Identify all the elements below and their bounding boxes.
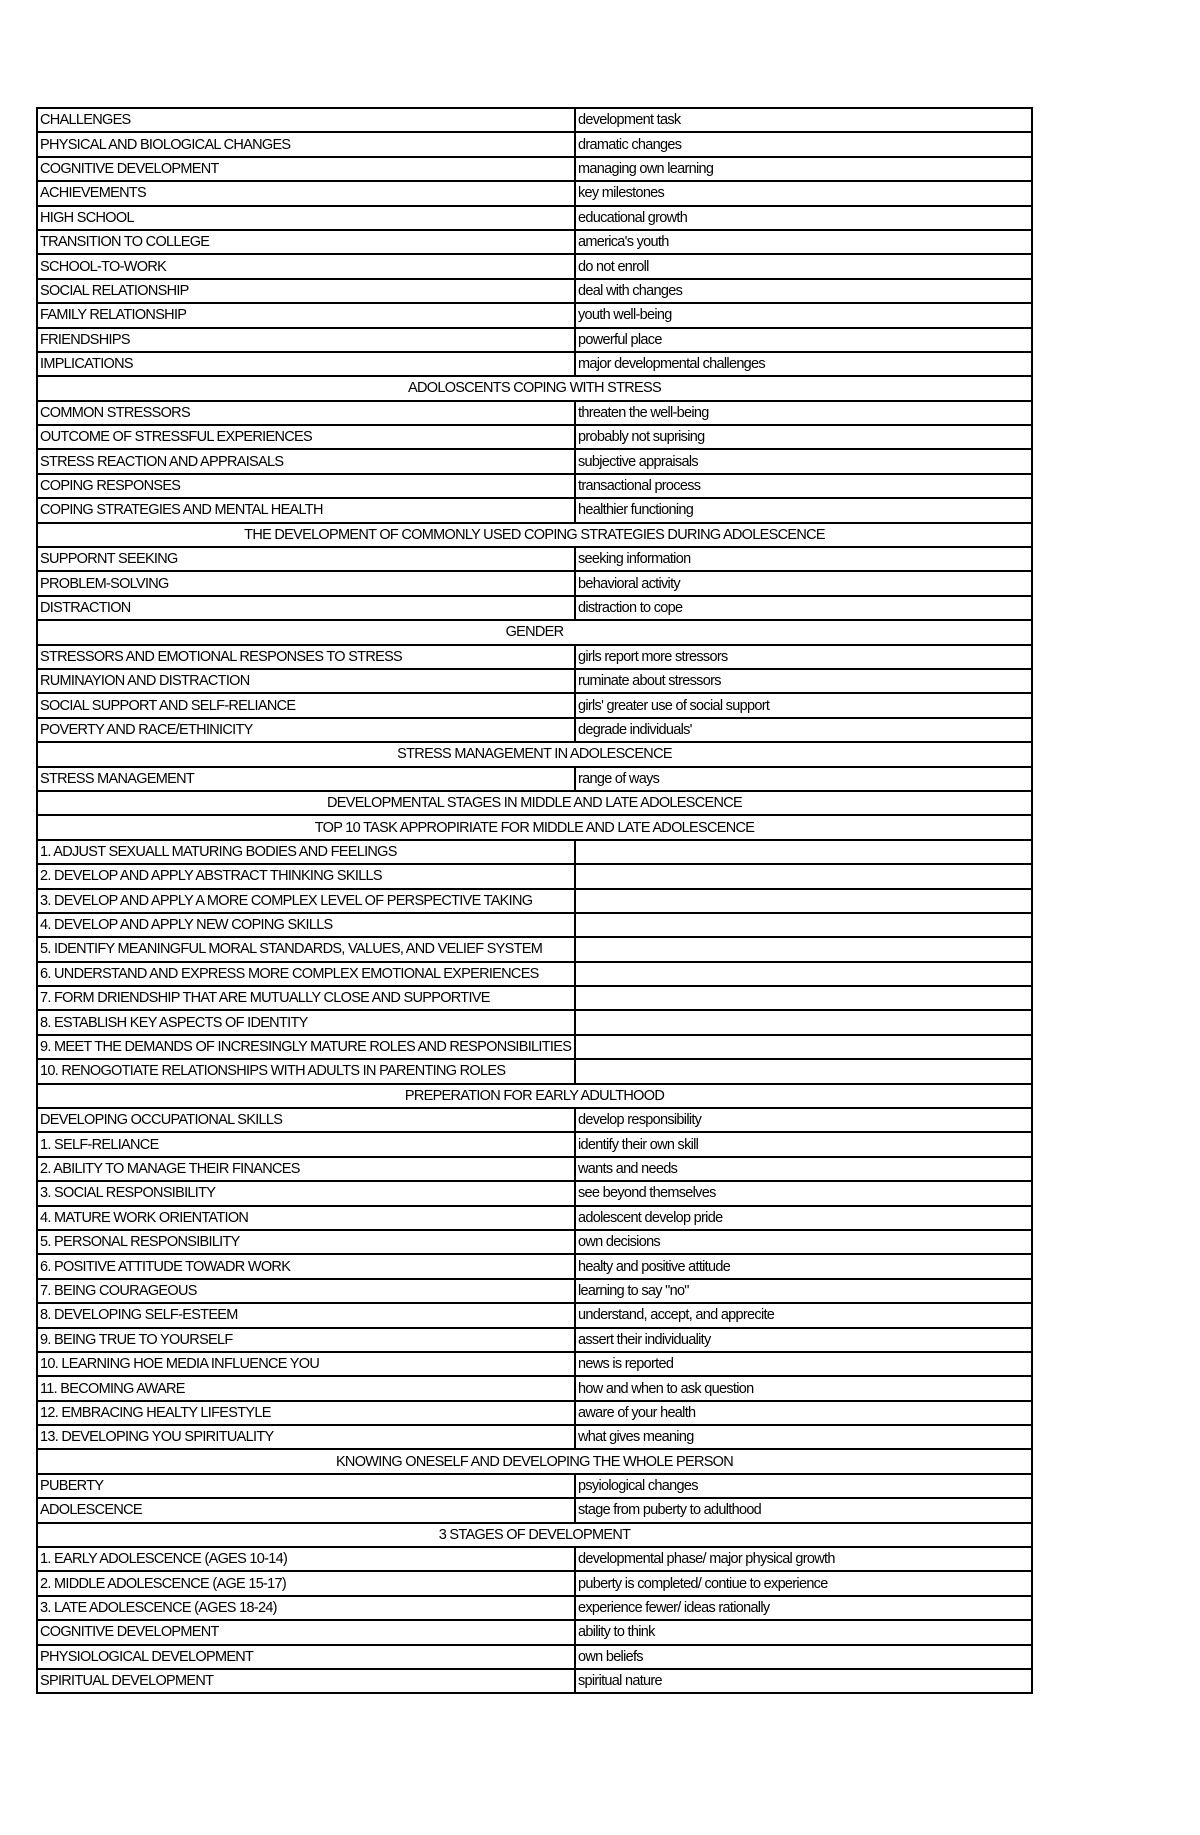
topic-cell[interactable]: SCHOOL-TO-WORK	[37, 254, 575, 278]
keyword-cell[interactable]: managing own learning	[575, 157, 1032, 181]
topic-cell[interactable]: 8. ESTABLISH KEY ASPECTS OF IDENTITY	[37, 1010, 575, 1034]
table-row	[37, 840, 1032, 864]
topic-cell[interactable]: POVERTY AND RACE/ETHINICITY	[37, 718, 575, 742]
table-row	[37, 767, 1032, 791]
topic-cell[interactable]: DEVELOPING OCCUPATIONAL SKILLS	[37, 1108, 575, 1132]
topic-cell[interactable]: STRESSORS AND EMOTIONAL RESPONSES TO STRESS	[37, 645, 575, 669]
topic-cell[interactable]: 5. IDENTIFY MEANINGFUL MORAL STANDARDS, VALUES, AND VELIEF SYSTEM	[37, 937, 575, 961]
table-row	[37, 1206, 1032, 1230]
topic-cell[interactable]: 10. RENOGOTIATE RELATIONSHIPS WITH ADULTS IN PARENTING ROLES	[37, 1059, 575, 1083]
topic-cell[interactable]: 12. EMBRACING HEALTY LIFESTYLE	[37, 1401, 575, 1425]
keyword-cell[interactable]: experience fewer/ ideas rationally	[575, 1596, 1032, 1620]
topic-cell[interactable]: SUPPORNT SEEKING	[37, 547, 575, 571]
table-row	[37, 206, 1032, 230]
topic-cell[interactable]: 1. ADJUST SEXUALL MATURING BODIES AND FEELINGS	[37, 840, 575, 864]
topic-cell[interactable]: 3. SOCIAL RESPONSIBILITY	[37, 1181, 575, 1205]
keyword-cell[interactable]: ruminate about stressors	[575, 669, 1032, 693]
topic-cell[interactable]: COMMON STRESSORS	[37, 401, 575, 425]
table-row	[37, 1328, 1032, 1352]
table-row	[37, 1620, 1032, 1644]
table-row	[37, 1596, 1032, 1620]
keyword-cell[interactable]	[575, 1010, 1032, 1034]
keyword-cell[interactable]: powerful place	[575, 328, 1032, 352]
worksheet-table	[36, 107, 1033, 1694]
topic-cell[interactable]: 13. DEVELOPING YOU SPIRITUALITY	[37, 1425, 575, 1449]
keyword-cell[interactable]: healty and positive attitude	[575, 1254, 1032, 1278]
keyword-cell[interactable]: youth well-being	[575, 303, 1032, 327]
keyword-cell[interactable]: see beyond themselves	[575, 1181, 1032, 1205]
table-row	[37, 352, 1032, 376]
table-row	[37, 449, 1032, 473]
section-header-cell[interactable]: STRESS MANAGEMENT IN ADOLESCENCE	[37, 742, 1032, 766]
section-header-cell[interactable]: 3 STAGES OF DEVELOPMENT	[37, 1523, 1032, 1547]
section-header-row	[37, 376, 1032, 400]
keyword-cell[interactable]: wants and needs	[575, 1157, 1032, 1181]
table-row	[37, 254, 1032, 278]
table-row	[37, 547, 1032, 571]
table-row	[37, 571, 1032, 595]
topic-cell[interactable]: 11. BECOMING AWARE	[37, 1376, 575, 1400]
section-header-row	[37, 620, 1032, 644]
keyword-cell[interactable]: own beliefs	[575, 1645, 1032, 1669]
topic-cell[interactable]: SOCIAL RELATIONSHIP	[37, 279, 575, 303]
keyword-cell[interactable]: dramatic changes	[575, 132, 1032, 156]
topic-cell[interactable]: CHALLENGES	[37, 108, 575, 132]
table-row	[37, 181, 1032, 205]
keyword-cell[interactable]: own decisions	[575, 1230, 1032, 1254]
keyword-cell[interactable]: identify their own skill	[575, 1132, 1032, 1156]
keyword-cell[interactable]: ability to think	[575, 1620, 1032, 1644]
keyword-cell[interactable]: adolescent develop pride	[575, 1206, 1032, 1230]
table-row	[37, 1010, 1032, 1034]
topic-cell[interactable]: STRESS MANAGEMENT	[37, 767, 575, 791]
keyword-cell[interactable]	[575, 1035, 1032, 1059]
worksheet-body	[37, 108, 1032, 1693]
table-row	[37, 401, 1032, 425]
topic-cell[interactable]: COGNITIVE DEVELOPMENT	[37, 157, 575, 181]
topic-cell[interactable]: 6. UNDERSTAND AND EXPRESS MORE COMPLEX EMOTIONAL EXPERIENCES	[37, 962, 575, 986]
table-row	[37, 889, 1032, 913]
keyword-cell[interactable]	[575, 913, 1032, 937]
keyword-cell[interactable]	[575, 1059, 1032, 1083]
table-row	[37, 986, 1032, 1010]
keyword-cell[interactable]: deal with changes	[575, 279, 1032, 303]
table-row	[37, 913, 1032, 937]
keyword-cell[interactable]: news is reported	[575, 1352, 1032, 1376]
topic-cell[interactable]: PROBLEM-SOLVING	[37, 571, 575, 595]
table-row	[37, 1303, 1032, 1327]
table-row	[37, 498, 1032, 522]
table-row	[37, 1425, 1032, 1449]
table-row	[37, 1157, 1032, 1181]
keyword-cell[interactable]: aware of your health	[575, 1401, 1032, 1425]
table-row	[37, 1181, 1032, 1205]
table-row	[37, 303, 1032, 327]
keyword-cell[interactable]: assert their individuality	[575, 1328, 1032, 1352]
keyword-cell[interactable]: threaten the well-being	[575, 401, 1032, 425]
topic-cell[interactable]: STRESS REACTION AND APPRAISALS	[37, 449, 575, 473]
keyword-cell[interactable]	[575, 864, 1032, 888]
table-row	[37, 1376, 1032, 1400]
keyword-cell[interactable]: major developmental challenges	[575, 352, 1032, 376]
topic-cell[interactable]: TRANSITION TO COLLEGE	[37, 230, 575, 254]
topic-cell[interactable]: PHYSIOLOGICAL DEVELOPMENT	[37, 1645, 575, 1669]
keyword-cell[interactable]: developmental phase/ major physical growth	[575, 1547, 1032, 1571]
topic-cell[interactable]: 7. BEING COURAGEOUS	[37, 1279, 575, 1303]
keyword-cell[interactable]: america's youth	[575, 230, 1032, 254]
keyword-cell[interactable]	[575, 986, 1032, 1010]
table-row	[37, 474, 1032, 498]
keyword-cell[interactable]: development task	[575, 108, 1032, 132]
topic-cell[interactable]: 6. POSITIVE ATTITUDE TOWADR WORK	[37, 1254, 575, 1278]
topic-cell[interactable]: FRIENDSHIPS	[37, 328, 575, 352]
keyword-cell[interactable]: learning to say "no"	[575, 1279, 1032, 1303]
keyword-cell[interactable]: degrade individuals'	[575, 718, 1032, 742]
keyword-cell[interactable]	[575, 840, 1032, 864]
topic-cell[interactable]: 3. LATE ADOLESCENCE (AGES 18-24)	[37, 1596, 575, 1620]
table-row	[37, 328, 1032, 352]
section-header-row	[37, 791, 1032, 815]
table-row	[37, 1035, 1032, 1059]
table-row	[37, 1352, 1032, 1376]
topic-cell[interactable]: ACHIEVEMENTS	[37, 181, 575, 205]
topic-cell[interactable]: 2. MIDDLE ADOLESCENCE (AGE 15-17)	[37, 1571, 575, 1595]
keyword-cell[interactable]: key milestones	[575, 181, 1032, 205]
topic-cell[interactable]: DISTRACTION	[37, 596, 575, 620]
table-row	[37, 1059, 1032, 1083]
topic-cell[interactable]: COPING RESPONSES	[37, 474, 575, 498]
keyword-cell[interactable]: distraction to cope	[575, 596, 1032, 620]
keyword-cell[interactable]: girls report more stressors	[575, 645, 1032, 669]
topic-cell[interactable]: RUMINAYION AND DISTRACTION	[37, 669, 575, 693]
table-row	[37, 1474, 1032, 1498]
topic-cell[interactable]: 1. SELF-RELIANCE	[37, 1132, 575, 1156]
topic-cell[interactable]: SPIRITUAL DEVELOPMENT	[37, 1669, 575, 1693]
topic-cell[interactable]: 3. DEVELOP AND APPLY A MORE COMPLEX LEVEL OF PERSPECTIVE TAKING	[37, 889, 575, 913]
topic-cell[interactable]: IMPLICATIONS	[37, 352, 575, 376]
topic-cell[interactable]: COGNITIVE DEVELOPMENT	[37, 1620, 575, 1644]
table-row	[37, 1230, 1032, 1254]
topic-cell[interactable]: 2. DEVELOP AND APPLY ABSTRACT THINKING SKILLS	[37, 864, 575, 888]
table-row	[37, 645, 1032, 669]
table-row	[37, 1108, 1032, 1132]
keyword-cell[interactable]: probably not suprising	[575, 425, 1032, 449]
table-row	[37, 718, 1032, 742]
topic-cell[interactable]: ADOLESCENCE	[37, 1498, 575, 1522]
keyword-cell[interactable]	[575, 889, 1032, 913]
table-row	[37, 962, 1032, 986]
table-row	[37, 864, 1032, 888]
topic-cell[interactable]: HIGH SCHOOL	[37, 206, 575, 230]
table-row	[37, 1498, 1032, 1522]
keyword-cell[interactable]: spiritual nature	[575, 1669, 1032, 1693]
topic-cell[interactable]: 4. MATURE WORK ORIENTATION	[37, 1206, 575, 1230]
table-row	[37, 596, 1032, 620]
table-row	[37, 1571, 1032, 1595]
table-row	[37, 1401, 1032, 1425]
keyword-cell[interactable]	[575, 962, 1032, 986]
table-row	[37, 132, 1032, 156]
table-row	[37, 1547, 1032, 1571]
section-header-cell[interactable]: TOP 10 TASK APPROPIRIATE FOR MIDDLE AND LATE ADOLESCENCE	[37, 815, 1032, 839]
topic-cell[interactable]: OUTCOME OF STRESSFUL EXPERIENCES	[37, 425, 575, 449]
table-row	[37, 1132, 1032, 1156]
keyword-cell[interactable]: subjective appraisals	[575, 449, 1032, 473]
section-header-cell[interactable]: THE DEVELOPMENT OF COMMONLY USED COPING STRATEGIES DURING ADOLESCENCE	[37, 523, 1032, 547]
keyword-cell[interactable]: puberty is completed/ contiue to experience	[575, 1571, 1032, 1595]
keyword-cell[interactable]: behavioral activity	[575, 571, 1032, 595]
topic-cell[interactable]: SOCIAL SUPPORT AND SELF-RELIANCE	[37, 693, 575, 717]
keyword-cell[interactable]: transactional process	[575, 474, 1032, 498]
table-row	[37, 157, 1032, 181]
topic-cell[interactable]: 4. DEVELOP AND APPLY NEW COPING SKILLS	[37, 913, 575, 937]
section-header-row	[37, 742, 1032, 766]
topic-cell[interactable]: 8. DEVELOPING SELF-ESTEEM	[37, 1303, 575, 1327]
keyword-cell[interactable]: do not enroll	[575, 254, 1032, 278]
topic-cell[interactable]: 7. FORM DRIENDSHIP THAT ARE MUTUALLY CLOSE AND SUPPORTIVE	[37, 986, 575, 1010]
section-header-row	[37, 1523, 1032, 1547]
topic-cell[interactable]: 2. ABILITY TO MANAGE THEIR FINANCES	[37, 1157, 575, 1181]
topic-cell[interactable]: 1. EARLY ADOLESCENCE (AGES 10-14)	[37, 1547, 575, 1571]
topic-cell[interactable]: COPING STRATEGIES AND MENTAL HEALTH	[37, 498, 575, 522]
section-header-row	[37, 1449, 1032, 1473]
topic-cell[interactable]: 9. BEING TRUE TO YOURSELF	[37, 1328, 575, 1352]
section-header-cell[interactable]: PREPERATION FOR EARLY ADULTHOOD	[37, 1084, 1032, 1108]
section-header-row	[37, 815, 1032, 839]
table-row	[37, 1279, 1032, 1303]
section-header-cell[interactable]: ADOLOSCENTS COPING WITH STRESS	[37, 376, 1032, 400]
keyword-cell[interactable]: girls' greater use of social support	[575, 693, 1032, 717]
topic-cell[interactable]: 10. LEARNING HOE MEDIA INFLUENCE YOU	[37, 1352, 575, 1376]
section-header-cell[interactable]: DEVELOPMENTAL STAGES IN MIDDLE AND LATE ADOLESCENCE	[37, 791, 1032, 815]
table-row	[37, 230, 1032, 254]
table-row	[37, 1254, 1032, 1278]
keyword-cell[interactable]: understand, accept, and apprecite	[575, 1303, 1032, 1327]
keyword-cell[interactable]: range of ways	[575, 767, 1032, 791]
topic-cell[interactable]: FAMILY RELATIONSHIP	[37, 303, 575, 327]
section-header-cell[interactable]: GENDER	[37, 620, 1032, 644]
keyword-cell[interactable]: healthier functioning	[575, 498, 1032, 522]
table-row	[37, 937, 1032, 961]
table-row	[37, 425, 1032, 449]
topic-cell[interactable]: 9. MEET THE DEMANDS OF INCRESINGLY MATURE ROLES AND RESPONSIBILITIES	[37, 1035, 575, 1059]
topic-cell[interactable]: PUBERTY	[37, 1474, 575, 1498]
keyword-cell[interactable]: seeking information	[575, 547, 1032, 571]
keyword-cell[interactable]	[575, 937, 1032, 961]
section-header-cell[interactable]: KNOWING ONESELF AND DEVELOPING THE WHOLE PERSON	[37, 1449, 1032, 1473]
table-row	[37, 279, 1032, 303]
table-row	[37, 669, 1032, 693]
table-row	[37, 1669, 1032, 1693]
keyword-cell[interactable]: develop responsibility	[575, 1108, 1032, 1132]
table-row	[37, 1645, 1032, 1669]
table-row	[37, 108, 1032, 132]
topic-cell[interactable]: 5. PERSONAL RESPONSIBILITY	[37, 1230, 575, 1254]
table-row	[37, 693, 1032, 717]
section-header-row	[37, 1084, 1032, 1108]
keyword-cell[interactable]: educational growth	[575, 206, 1032, 230]
topic-cell[interactable]: PHYSICAL AND BIOLOGICAL CHANGES	[37, 132, 575, 156]
keyword-cell[interactable]: stage from puberty to adulthood	[575, 1498, 1032, 1522]
keyword-cell[interactable]: psyiological changes	[575, 1474, 1032, 1498]
keyword-cell[interactable]: what gives meaning	[575, 1425, 1032, 1449]
keyword-cell[interactable]: how and when to ask question	[575, 1376, 1032, 1400]
section-header-row	[37, 523, 1032, 547]
